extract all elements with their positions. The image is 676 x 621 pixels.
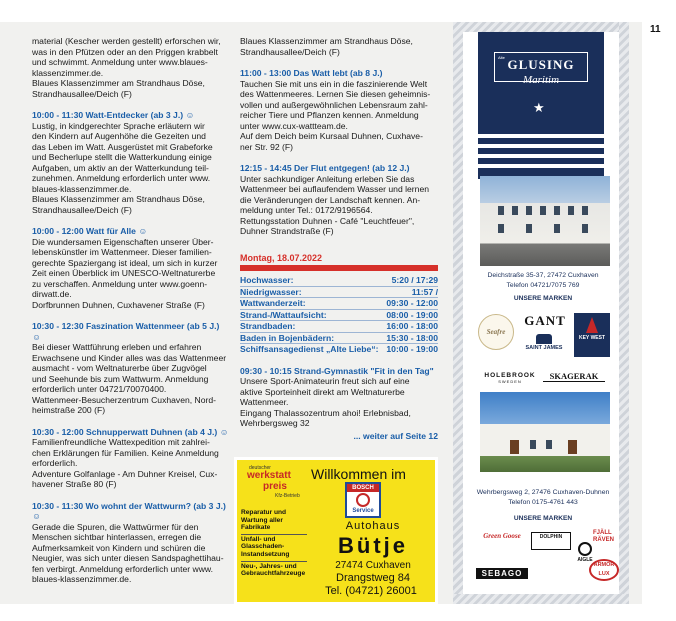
event-block [32,501,230,585]
event-block [32,36,230,99]
tide-label: Baden in Bojenbädern: [240,332,335,343]
red-divider [240,265,438,271]
store-phone-2: Telefon 0175-4761 443 [508,499,578,506]
date-heading: Montag, 18.07.2022 [240,252,323,263]
table-row [240,275,438,286]
window [540,206,546,215]
window [530,440,536,449]
event-title: 10:30 - 12:30 Faszination Wattenmeer (ab 5 J.) ☺ [32,321,220,342]
brands-heading-1: UNSERE MARKEN [513,295,573,302]
stripe [478,134,604,138]
logo-small-text: deutscher [249,465,271,471]
service-item: Reparatur und Wartung aller Fabrikate [241,508,307,535]
window [498,206,504,215]
event-title: 10:30 - 12:00 Schnupperwatt Duhnen (ab 4 J.) ☺ [32,426,229,437]
tide-value: 5:20 / 17:29 [391,275,438,285]
brand-logo-aigle [573,542,597,563]
tide-value: 16:00 - 18:00 [386,321,438,331]
logo-name: GLUSING [507,57,575,72]
brand-logo-fjallraven: FJÄLL RÄVEN [593,530,615,543]
autohaus-advertisement [234,457,438,605]
brand-label: HOLEBROOK [484,372,536,379]
event-block [240,68,438,152]
ad-welcome: Willkommen im [311,466,406,482]
rope-border [453,22,629,32]
sail-icon [586,317,598,333]
event-text: Bei dieser Wattführung erleben und erfahren Erwachsene und Kinder alles was das Wattenmeer ausmacht - vom Weltnaturerbe über Zugvögel und Seehunde bis zum Wattwurm. Anmeldung erforderlich unter 04721/70070400. Wattenmeer-Besucherzentrum Cuxhaven, Nord- heimstraße 200 (F) [32,342,227,415]
window [568,206,574,215]
event-text: Tauchen Sie mit uns ein in die faszinierende Welt des Wattenmeeres. Lernen Sie diesen geheimnis- vollen und außergewöhnlichen Lebensraum zahl- reicher Tiere und Pflanzen kennen. Anmeldung unter www.cux-wattteam.de. Auf dem Deich beim Kursaal Duhnen, Cuxhave- ner Str. 92 (F) [240,78,431,152]
window [554,224,560,233]
tide-label: Strand-/Wattaufsicht: [240,309,327,320]
bosch-top: BOSCH [347,484,379,492]
glusing-sidebar [453,22,629,604]
logo-small-text: Alte [498,55,505,60]
table-row [240,286,438,298]
tide-value: 09:30 - 12:00 [386,298,438,308]
ad-company: Autohaus [345,520,401,532]
aigle-icon [578,542,592,556]
page-number: 11 [650,24,661,35]
ad-city: 27474 Cuxhaven [335,560,411,571]
brand-logo-green-goose: Green Goose [483,532,521,540]
service-item: Unfall- und Glasschaden-Instandsetzung [241,535,307,562]
logo-tag-text: Kfz-Betrieb [275,493,300,499]
brand-label: AIGLE [577,557,593,563]
brand-logo-armor-lux: ARMOR LUX [589,559,619,581]
tide-label: Strandbaden: [240,321,296,331]
tide-label: Niedrigwasser: [240,286,302,297]
event-title: 10:00 - 12:00 Watt für Alle ☺ [32,226,148,236]
brand-logo-sebago: SEBAGO [476,568,528,579]
event-title: 09:30 - 10:15 Strand-Gymnastik "Fit in den Tag" [240,365,434,376]
store-photo-wehrbergsweg [480,392,610,472]
event-title: 10:30 - 11:30 Wo wohnt der Wattwurm? (ab 3 J.) ☺ [32,500,226,521]
glusing-logo-panel [478,32,604,179]
brand-sublabel: SWEDEN [498,379,522,384]
werkstattpreis-logo [241,464,305,504]
stripe [478,164,604,168]
event-block [240,36,438,57]
tide-table [240,275,438,355]
bosch-bottom: Service [352,508,374,514]
brand-logo-seafre: Seafre [478,314,514,350]
store-photo-deichstrasse [480,176,610,266]
store-address-2: Wehrbergsweg 2, 27476 Cuxhaven-Duhnen [476,489,610,496]
ad-phone: Tel. (04721) 26001 [325,585,417,597]
tide-value: 10:00 - 19:00 [386,344,438,354]
stripe [478,154,604,158]
event-block [32,427,230,490]
event-text: Blaues Klassenzimmer am Strandhaus Döse, Strandhausallee/Deich (F) [240,36,413,57]
ad-name: Bütje [338,533,408,558]
table-row [240,309,438,321]
tide-label: Wattwanderzeit: [240,298,306,308]
table-row [240,344,438,355]
event-block [32,226,230,310]
event-text: Gerade die Spuren, die Wattwürmer für den Menschen sichtbar hinterlassen, erregen die Aufmerksamkeit von Kindern und schüren die Neugier, was sich unter diesen Sandspaghettihau- fen verbirgt. Anmeldung erforderlich unter www. blaues-klassenzimmer.de. [32,521,224,584]
tide-value: 11:57 / [411,286,438,297]
logo-sub-text: preis [263,481,287,492]
event-block [240,366,438,429]
event-text: Lustig, in kindgerechter Sprache erläutern wir den Kindern auf Augenhöhe die Gezeiten und das Leben im Watt. Ausgerüstet mit Grabeforke und Becherlupe stellt die Watterkundung einige Aufgaben, um aktiv an der Watterkundung teil- zunehmen. Anmeldung erforderlich unter www. blaues-klassenzimmer.de. Blaues Klassenzimmer am Strandhaus Döse, Strandhausallee/Deich (F) [32,120,213,215]
event-text: Familienfreundliche Wattexpedition mit zahlrei- chen Erklärungen für Familien. Keine Anmeldung erforderlich. Adventure Golfanlage - Am Duhner Kreisel, Cux- havener Straße 80 (F) [32,437,219,489]
bosch-service-logo [345,482,381,518]
column-2 [240,36,438,441]
event-text: Unter sachkundiger Anleitung erleben Sie das Wattenmeer bei auflaufendem Wasser und lernen die Veränderungen der Landschaft kennen. An- meldung unter Tel.: 0172/9196564. Rettungsstation Duhnen - Café "Leuchtfeuer", Duhner Strandstraße (F) [240,173,430,236]
brands-heading-2: UNSERE MARKEN [513,515,573,522]
tide-value: 15:30 - 18:00 [386,332,438,343]
door [568,440,577,454]
rope-border [453,22,463,604]
window [498,224,504,233]
rope-border [619,22,629,604]
ad-street: Drangstweg 84 [336,572,410,584]
window [526,224,532,233]
event-block [32,321,230,416]
service-item: Neu-, Jahres- und Gebrauchtfahrzeuge [241,562,306,578]
logo-main-text: werkstatt [247,470,291,481]
window [582,206,588,215]
brand-label: KEY WEST [578,335,606,341]
logo-subtitle: Maritim [522,74,560,86]
brand-logo-key-west [574,313,610,357]
rope-border [453,594,629,604]
event-text: Die wundersamen Eigenschaften unserer Über- lebenskünstler im Wattenmeer. Dieser familien- gerechte Spaziergang ist ideal, um sich in kurzer Zeit einen Überblick im UNESCO-Weltnaturerbe zu verschaffen. Anmeldung unter www.goenn- dirwatt.de. Dorfbrunnen Duhnen, Cuxhavener Straße (F) [32,236,218,310]
window [512,206,518,215]
tide-label: Schiffsansagedienst „Alte Liebe“: [240,344,379,354]
saint-james-icon [536,334,552,344]
brand-logo-skagerak: SKAGERAK [543,371,605,382]
event-title: 11:00 - 13:00 Das Watt lebt (ab 8 J.) [240,68,383,78]
event-text: Unsere Sport-Animateurin freut sich auf eine aktive Sporteinheit direkt am Weltnaturerbe Wattenmeer. Eingang Thalassozentrum ahoi! Erlebnisbad, Wehrbergsweg 32 [240,376,411,428]
table-row [240,321,438,333]
brand-logo-holebrook [481,372,539,384]
ad-panel [237,460,435,602]
window [526,206,532,215]
event-block [240,163,438,237]
store-address-1: Deichstraße 35-37, 27472 Cuxhaven [487,272,599,279]
event-block [32,110,230,215]
continue-link[interactable]: ... weiter auf Seite 12 [353,430,438,441]
table-row [240,332,438,344]
brand-label: SAINT JAMES [525,345,563,351]
door [510,440,519,454]
event-title: 10:00 - 11:30 Watt-Entdecker (ab 3 J.) ☺ [32,110,195,120]
window [582,224,588,233]
ad-services [241,508,307,580]
event-text: material (Kescher werden gestellt) erforschen wir, was in den Pfützen oder an den Priggen krabbelt und schwimmt. Anmeldung unter www.blaues- klassenzimmer.de. Blaues Klassenzimmer am Strandhaus Döse, Strandhausallee/Deich (F) [32,36,221,99]
brand-logo-saint-james [521,334,567,362]
stripe [478,144,604,148]
star-icon: ★ [533,100,545,115]
window [554,206,560,215]
tide-value: 08:00 - 19:00 [386,309,438,320]
store-phone-1: Telefon 04721/7075 769 [506,282,580,289]
column-1 [32,36,230,596]
event-title: 12:15 - 14:45 Der Flut entgegen! (ab 12 J.) [240,163,410,173]
brand-logo-gant: GANT [524,313,566,328]
bosch-mark-icon [356,493,370,507]
window [546,440,552,449]
tide-label: Hochwasser: [240,275,294,285]
brand-logo-dolphin: DOLPHIN [531,532,571,550]
table-row [240,298,438,310]
